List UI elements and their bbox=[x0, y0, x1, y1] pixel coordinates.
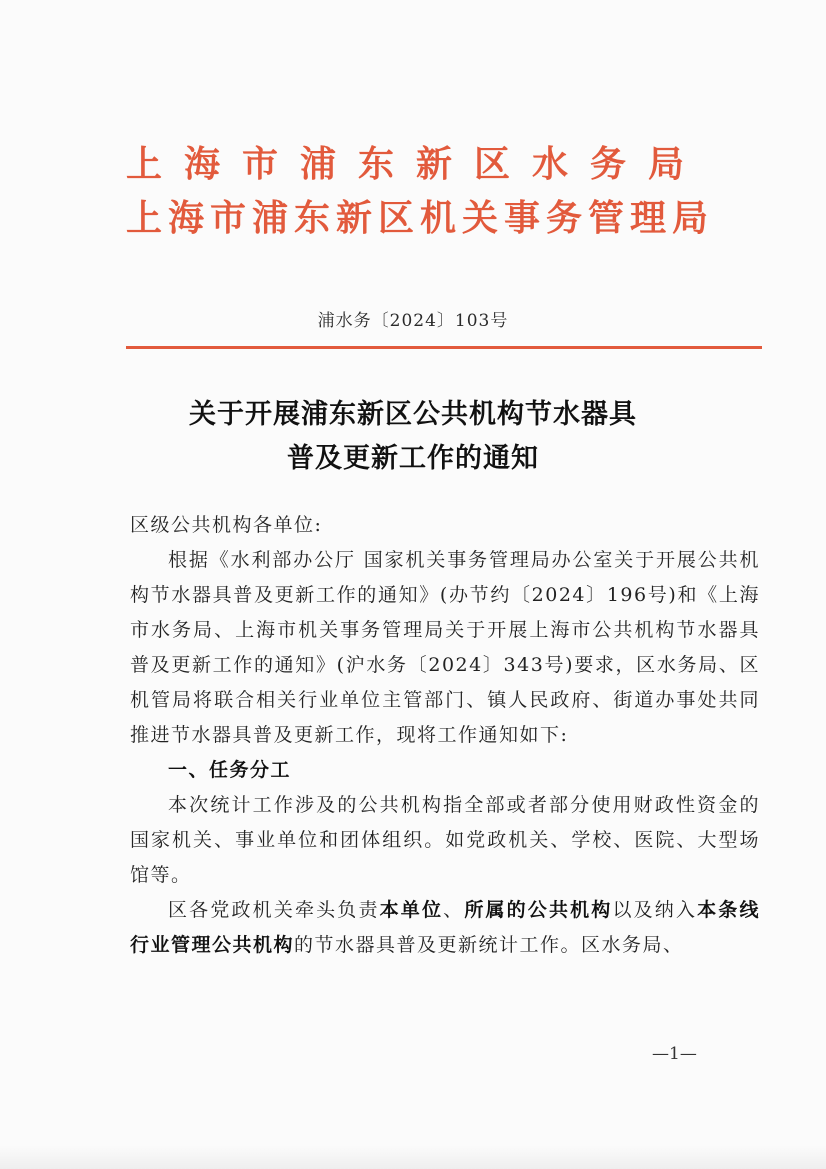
section-heading-task-division: 一、任务分工 bbox=[168, 759, 292, 781]
para3-text-2: 、 bbox=[443, 899, 465, 921]
body-paragraph-2: 本次统计工作涉及的公共机构指全部或者部分使用财政性资金的国家机关、事业单位和团体组织。如党政机关、学校、医院、大型场馆等。 bbox=[130, 794, 760, 886]
para3-bold-own-unit: 本单位 bbox=[379, 899, 444, 921]
body-paragraph-1: 根据《水利部办公厅 国家机关事务管理局办公室关于开展公共机构节水器具普及更新工作的通知》(办节约〔2024〕196号)和《上海市水务局、上海市机关事务管理局关于开展上海市公共机构节水器具普及更新工作的通知》(沪水务〔2024〕343号)要求，区水务局、区机管局将联合相关行业单位主管部门、镇人民政府、街道办事处共同推进节水器具普及更新工作，现将工作通知如下: bbox=[130, 549, 760, 746]
document-title-line-1: 关于开展浦东新区公共机构节水器具 bbox=[189, 399, 637, 430]
para3-text-3: 以及纳入 bbox=[612, 899, 698, 921]
para3-bold-industry: 本条线行业管理公共机构 bbox=[130, 899, 760, 956]
document-body bbox=[130, 508, 760, 963]
issuer-name-water-bureau: 上海市浦东新区水务局 bbox=[126, 143, 707, 185]
document-number: 浦水务〔2024〕103号 bbox=[317, 311, 509, 331]
para3-text-1: 区各党政机关牵头负责 bbox=[168, 899, 380, 921]
page-number: —1— bbox=[652, 1044, 697, 1064]
para3-text-4: 的节水器具普及更新统计工作。区水务局、 bbox=[294, 934, 684, 956]
salutation: 区级公共机构各单位: bbox=[130, 514, 323, 536]
issuer-name-affairs-bureau: 上海市浦东新区机关事务管理局 bbox=[126, 197, 715, 239]
document-title-line-2: 普及更新工作的通知 bbox=[287, 443, 539, 474]
para3-bold-affiliated: 所属的公共机构 bbox=[464, 899, 613, 921]
red-divider-line bbox=[126, 346, 762, 349]
body-paragraph-3 bbox=[130, 893, 760, 963]
page-edge-shadow bbox=[0, 1145, 826, 1169]
